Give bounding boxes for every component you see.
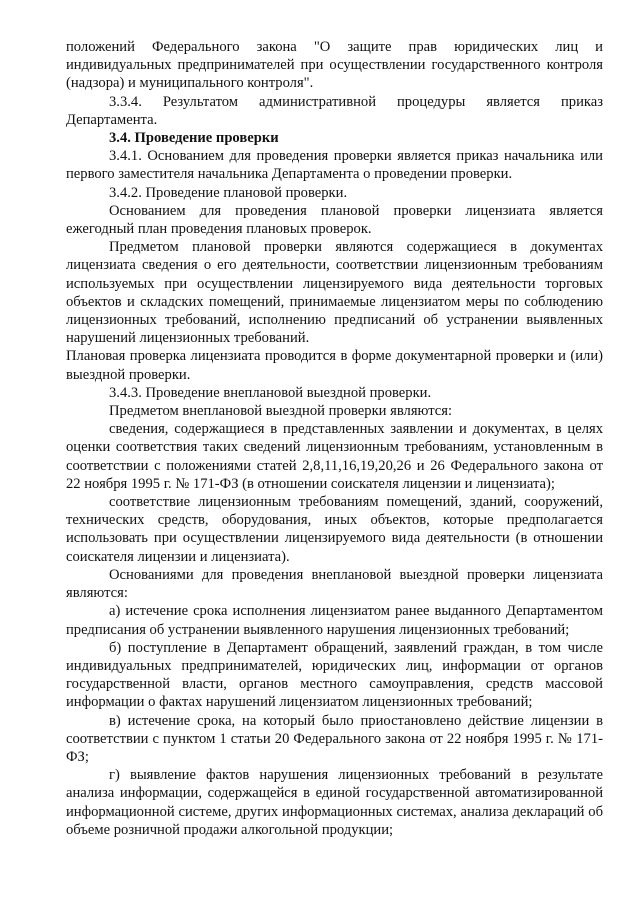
list-item-b: б) поступление в Департамент обращений, заявлений граждан, в том числе индивидуальных предпринимателей, юридических лиц, информации от органов государственной власти, органов местного самоуправления, средств массовой информации о фактах нарушений лицензиатом лицензионных требований; [66, 639, 603, 711]
paragraph-planned-subject: Предметом плановой проверки являются содержащиеся в документах лицензиата сведения о его деятельности, соответствии лицензионным требованиям используемых при осуществлении лицензируемого вида деятельности торговых объектов и складских помещений, принимаемые лицензиатом меры по соблюдению лицензионных требований, исполнению предписаний об устранении выявленных нарушений лицензионных требований. [66, 239, 603, 347]
paragraph-continuation-federal-law: положений Федерального закона "О защите прав юридических лиц и индивидуальных предпринимателей при осуществлении государственного контроля (надзора) и муниципального контроля". [66, 39, 603, 92]
section-heading-3-4: 3.4. Проведение проверки [109, 130, 279, 147]
paragraph-unplanned-subject-intro: Предметом внеплановой выездной проверки являются: [109, 403, 453, 420]
paragraph-unplanned-subject-info: сведения, содержащиеся в представленных заявлении и документах, в целях оценки соответствия таких сведений лицензионным требованиям, установленным в соответствии с положениями статей 2,8,11,16,19,20,26 и 26 Федерального закона от 22 ноября 1995 г. № 171-ФЗ (в отношении соискателя лицензии и лицензиата); [66, 421, 603, 492]
paragraph-planned-basis: Основанием для проведения плановой проверки лицензиата является ежегодный план проведения плановых проверок. [66, 202, 603, 238]
paragraph-3-4-2: 3.4.2. Проведение плановой проверки. [109, 184, 348, 201]
paragraph-unplanned-subject-premises: соответствие лицензионным требованиям помещений, зданий, сооружений, технических средств, оборудования, иных объектов, которые предполагается использовать при осуществлении лицензируемого вида деятельности (в отношении соискателя лицензии и лицензиата). [66, 494, 603, 565]
paragraph-3-3-4: 3.3.4. Результатом административной процедуры является приказ Департамента. [66, 93, 603, 128]
document-page [66, 38, 603, 839]
list-item-g: г) выявление фактов нарушения лицензионных требований в результате анализа информации, содержащейся в единой государственной автоматизированной информационной системе, других информационных системах, анализа деклараций об объеме розничной продажи алкогольной продукции; [66, 767, 603, 838]
list-item-a: а) истечение срока исполнения лицензиатом ранее выданного Департаментом предписания об устранении выявленного нарушения лицензионных требований; [66, 603, 603, 638]
paragraph-planned-form: Плановая проверка лицензиата проводится в форме документарной проверки и (или) выездной проверки. [66, 348, 603, 383]
paragraph-unplanned-grounds-intro: Основаниями для проведения внеплановой выездной проверки лицензиата являются: [66, 566, 603, 602]
list-item-v: в) истечение срока, на который было приостановлено действие лицензии в соответствии с пунктом 1 статьи 20 Федерального закона от 22 ноября 1995 г. № 171-ФЗ; [66, 712, 603, 765]
paragraph-3-4-3: 3.4.3. Проведение внеплановой выездной проверки. [109, 384, 432, 401]
paragraph-3-4-1: 3.4.1. Основанием для проведения проверки является приказ начальника или первого заместителя начальника Департамента о проведении проверки. [66, 148, 603, 183]
